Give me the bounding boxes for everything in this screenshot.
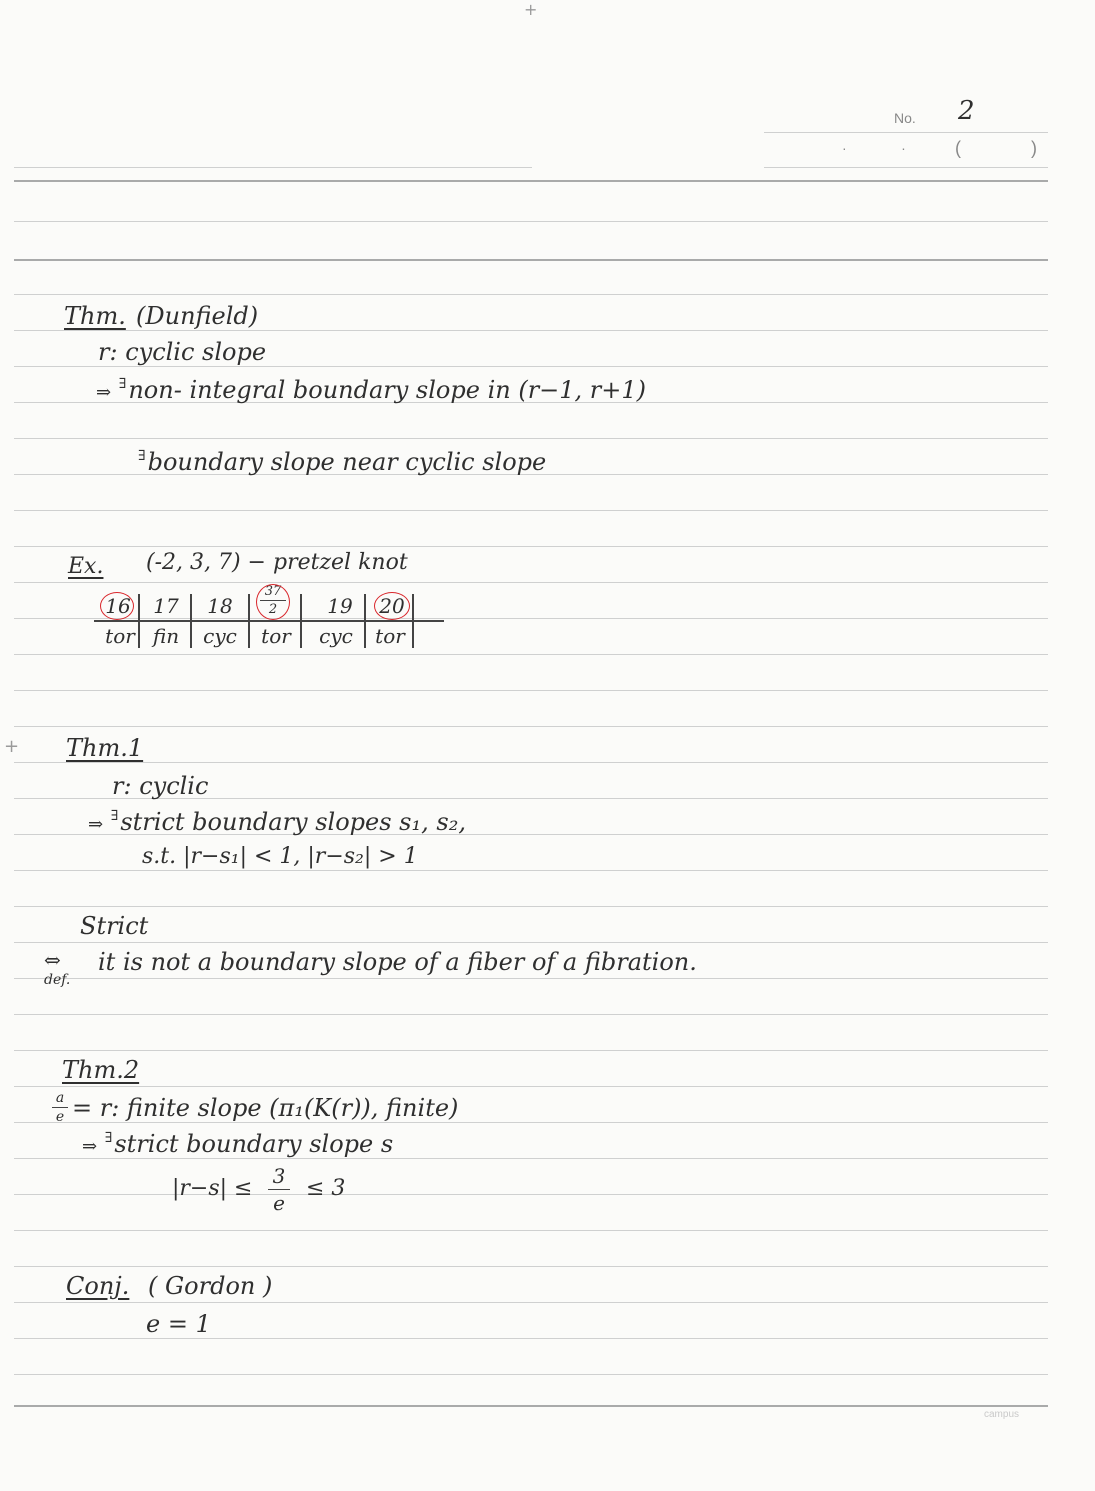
ruled-line: [14, 1014, 1048, 1015]
dunfield-thm-title: Thm.: [64, 302, 126, 330]
header-title-line: [14, 167, 532, 168]
ruled-line: [14, 294, 1048, 295]
ruled-line: [14, 942, 1048, 943]
iff-icon: ⇔: [44, 948, 61, 972]
ruled-line: [14, 726, 1048, 727]
ruled-line: [14, 1230, 1048, 1231]
thm1-title: Thm.1: [66, 734, 144, 762]
fraction-denominator: 2: [268, 602, 278, 618]
thm2-inequality-fraction: [268, 1164, 290, 1215]
thm1-hypothesis: r: cyclic: [112, 772, 209, 800]
thm1-conclusion: [88, 808, 466, 836]
ruled-line: [14, 654, 1048, 655]
slope-cell: 19: [327, 594, 353, 618]
slope-cell: 16: [105, 594, 131, 618]
ruled-line: [14, 870, 1048, 871]
dunfield-conclusion-text: non- integral boundary slope in (r−1, r+1): [128, 376, 647, 404]
ruled-line: [14, 1194, 1048, 1195]
table-divider: [94, 620, 444, 622]
ruled-line: [14, 546, 1048, 547]
ruled-line: [14, 690, 1048, 691]
thm2-fraction: [52, 1090, 68, 1125]
fraction-numerator: 3: [272, 1164, 286, 1188]
thm1-conclusion-text: strict boundary slopes s₁, s₂,: [120, 808, 466, 836]
slope-cell: 17: [153, 594, 179, 618]
strict-word: Strict: [80, 912, 149, 940]
ruled-line: [14, 1338, 1048, 1339]
thm2-inequality-left: |r−s| ≤: [172, 1176, 253, 1201]
date-paren: ( ): [955, 138, 1038, 158]
dunfield-remark: [138, 448, 546, 476]
page-number-value: 2: [958, 96, 975, 126]
slope-cell: 20: [379, 594, 405, 618]
exists-icon: ∃: [138, 448, 146, 464]
circle-annotation: [374, 592, 410, 620]
ruled-line: [14, 1158, 1048, 1159]
slope-table: [94, 584, 444, 652]
table-vbar: [248, 594, 250, 648]
ruled-line: [14, 762, 1048, 763]
implies-icon: ⇒: [82, 1136, 98, 1157]
ruled-line: [14, 366, 1048, 367]
table-vbar: [300, 594, 302, 648]
type-cell: cyc: [203, 624, 237, 648]
ruled-line: [14, 510, 1048, 511]
notebook-brand-logo: campus: [984, 1409, 1020, 1420]
header-bottom-rule: [14, 180, 1048, 182]
example-knot: (-2, 3, 7) − pretzel knot: [146, 550, 408, 575]
date-dots: · ·: [842, 140, 906, 156]
registration-mark-top: +: [524, 0, 538, 19]
thm2-conclusion: [82, 1130, 393, 1158]
table-vbar: [190, 594, 192, 648]
exists-icon: ∃: [104, 1130, 113, 1146]
table-vbar: [364, 594, 366, 648]
dunfield-remark-text: boundary slope near cyclic slope: [147, 448, 547, 476]
conj-title: Conj.: [66, 1272, 130, 1300]
slope-cell: 18: [207, 594, 233, 618]
thm2-inequality-right: ≤ 3: [306, 1176, 346, 1201]
implies-icon: ⇒: [96, 382, 112, 403]
thm2-hypothesis: = r: finite slope (π₁(K(r)), finite): [72, 1094, 459, 1122]
thm2-title: Thm.2: [62, 1056, 140, 1084]
type-cell: fin: [152, 624, 180, 648]
strict-definition: it is not a boundary slope of a fiber of a fibration.: [98, 948, 697, 976]
type-cell: tor: [261, 624, 291, 648]
dunfield-conclusion: [96, 376, 646, 404]
ruled-line: [14, 1086, 1048, 1087]
ruled-line: [14, 1122, 1048, 1123]
conj-attribution: ( Gordon ): [148, 1272, 273, 1300]
header-dotted-rule: [14, 259, 1048, 261]
fraction-bar: [268, 1189, 290, 1190]
implies-icon: ⇒: [88, 814, 104, 835]
ruled-line: [14, 582, 1048, 583]
registration-mark-left: +: [4, 736, 20, 757]
ruled-line: [14, 906, 1048, 907]
example-title: Ex.: [68, 554, 104, 579]
circle-annotation: [256, 584, 290, 620]
ruled-line: [14, 1050, 1048, 1051]
circle-annotation: [100, 592, 134, 620]
ruled-line: [14, 438, 1048, 439]
dunfield-hypothesis: r: cyclic slope: [98, 338, 267, 366]
table-vbar: [412, 594, 414, 648]
thm2-conclusion-text: strict boundary slope s: [114, 1130, 394, 1158]
conj-statement: e = 1: [146, 1310, 211, 1338]
ruled-line: [14, 221, 1048, 222]
thm1-condition: s.t. |r−s₁| < 1, |r−s₂| > 1: [142, 844, 418, 869]
fraction-denominator: e: [273, 1191, 285, 1216]
def-label: def.: [44, 972, 71, 988]
type-cell: tor: [375, 624, 405, 648]
header-date-line: [764, 167, 1048, 168]
fraction-numerator: 37: [264, 584, 282, 599]
type-cell: cyc: [319, 624, 353, 648]
fraction-denominator: e: [55, 1109, 65, 1126]
fraction-bar: [52, 1107, 68, 1108]
fraction-numerator: a: [55, 1090, 65, 1106]
page-number-label: No.: [894, 110, 916, 126]
header-no-line: [764, 132, 1048, 133]
exists-icon: ∃: [110, 808, 119, 824]
ruled-line: [14, 1266, 1048, 1267]
type-cell: tor: [105, 624, 135, 648]
ruled-line: [14, 978, 1048, 979]
ruled-line: [14, 330, 1048, 331]
exists-icon: ∃: [118, 376, 127, 392]
dunfield-attribution: (Dunfield): [136, 302, 259, 330]
ruled-line: [14, 1374, 1048, 1375]
ruled-line: [14, 1302, 1048, 1303]
footer-rule: [14, 1405, 1048, 1407]
